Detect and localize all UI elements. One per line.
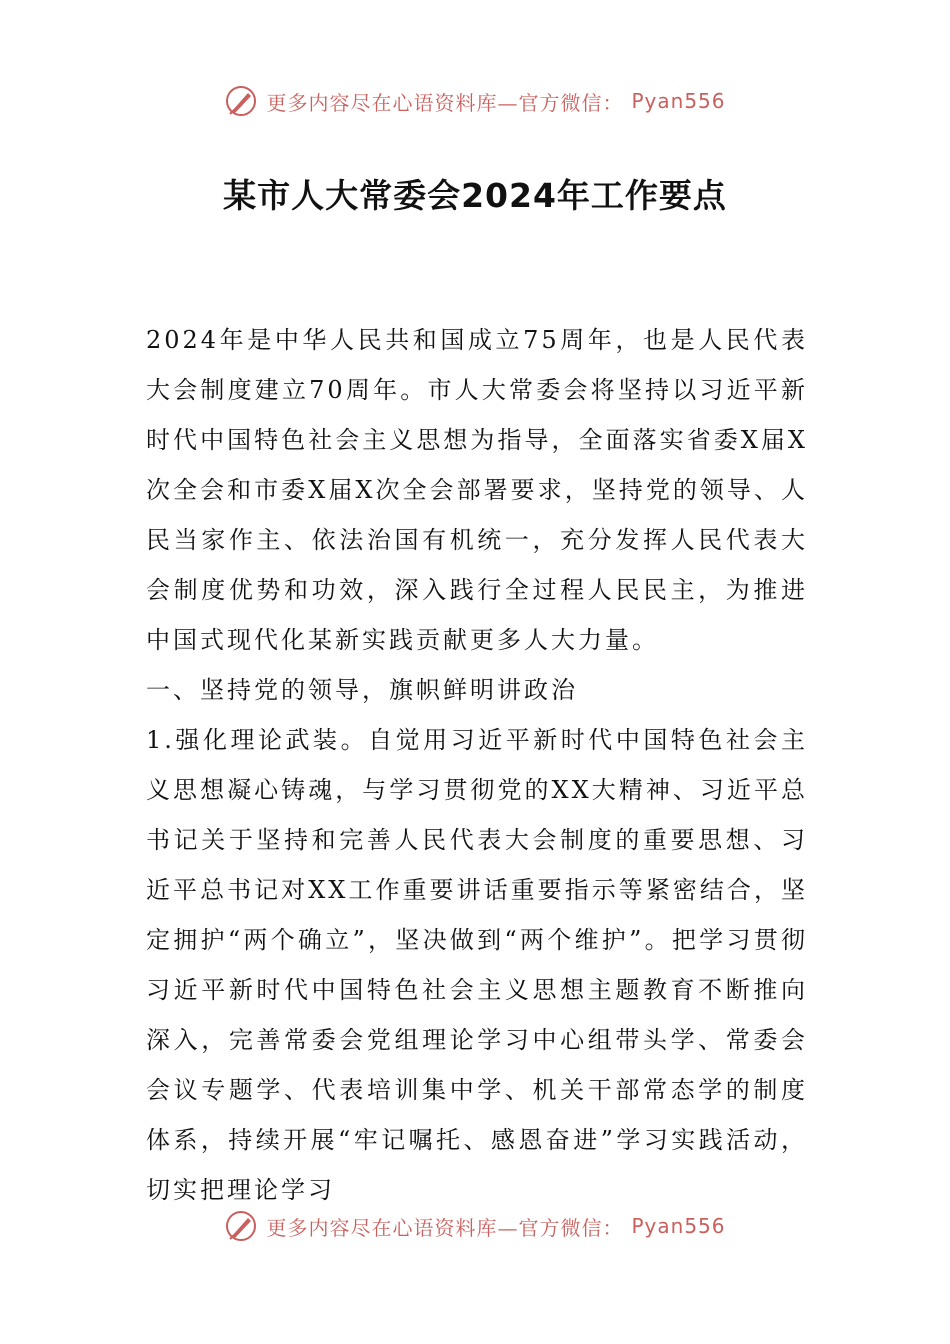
section-heading: 一、坚持党的领导，旗帜鲜明讲政治 <box>146 676 578 704</box>
footer-watermark-banner <box>0 1209 950 1243</box>
footer-banner-text: 更多内容尽在心语资料库—官方微信： <box>266 1215 624 1240</box>
quill-pen-logo-icon <box>224 84 258 118</box>
item-paragraph: 1.强化理论武装。自觉用习近平新时代中国特色社会主义思想凝心铸魂，与学习贯彻党的XX大精神、习近平总书记关于坚持和完善人民代表大会制度的重要思想、习近平总书记对XX工作重要讲话重要指示等紧密结合，坚定拥护“两个确立”，坚决做到“两个维护”。把学习贯彻习近平新时代中国特色社会主义思想主题教育不断推向深入，完善常委会党组理论学习中心组带头学、常委会会议专题学、代表培训集中学、机关干部常态学的制度体系，持续开展“牢记嘱托、感恩奋进”学习实践活动，切实把理论学习 <box>146 726 808 1204</box>
intro-paragraph: 2024年是中华人民共和国成立75周年，也是人民代表大会制度建立70周年。市人大常委会将坚持以习近平新时代中国特色社会主义思想为指导，全面落实省委X届X次全会和市委X届X次全会部署要求，坚持党的领导、人民当家作主、依法治国有机统一，充分发挥人民代表大会制度优势和功效，深入践行全过程人民民主，为推进中国式现代化某新实践贡献更多人大力量。 <box>146 326 808 654</box>
quill-pen-logo-icon <box>224 1209 258 1243</box>
document-body <box>146 315 808 1215</box>
document-title: 某市人大常委会2024年工作要点 <box>223 176 727 215</box>
header-watermark-banner <box>0 84 950 118</box>
header-banner-text: 更多内容尽在心语资料库—官方微信： <box>266 90 624 115</box>
header-banner-wechat: Pyan556 <box>631 89 726 113</box>
footer-banner-wechat: Pyan556 <box>631 1214 726 1238</box>
